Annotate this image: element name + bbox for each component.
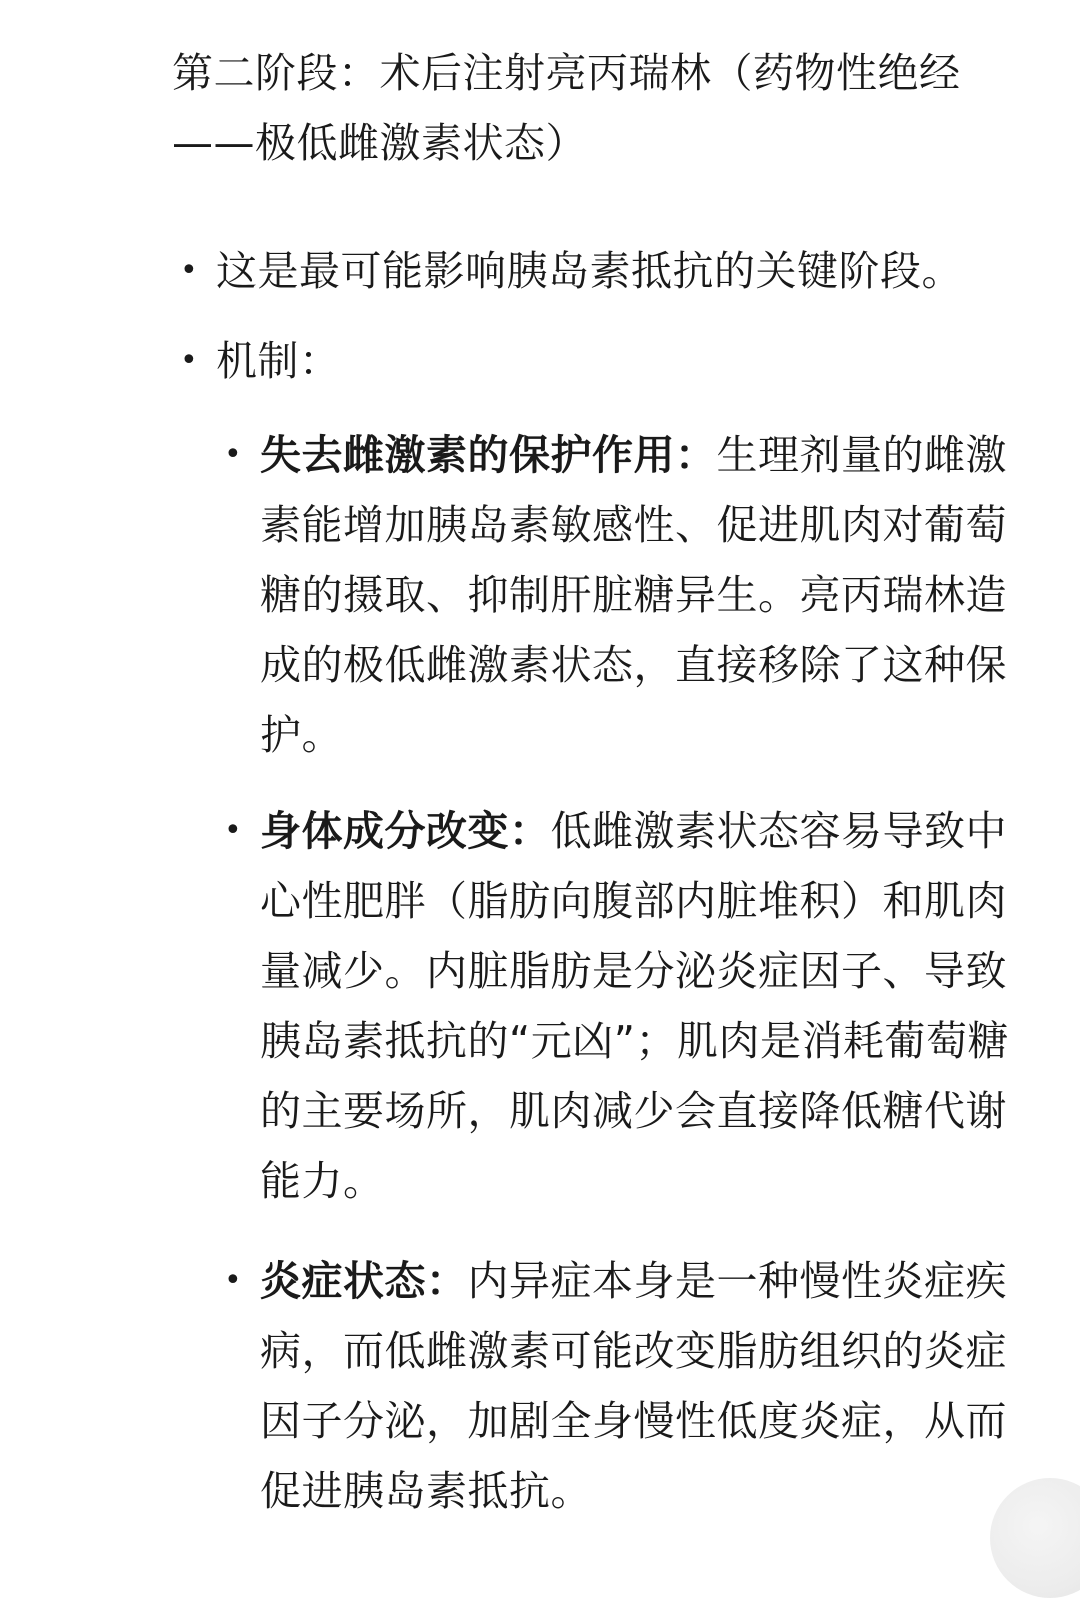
sub-list-item-title: 失去雌激素的保护作用：: [260, 431, 717, 479]
list-item: [180, 326, 1050, 396]
bullet-dot: •: [224, 813, 242, 848]
section-heading: 第二阶段：术后注射亮丙瑞林（药物性绝经——极低雌激素状态）: [172, 49, 961, 167]
sub-list-item-body: 生理剂量的雌激素能增加胰岛素敏感性、促进肌肉对葡萄糖的摄取、抑制肝脏糖异生。亮丙瑞林造成的极低雌激素状态，直接移除了这种保护。: [260, 431, 1007, 759]
sub-list-item-text: [260, 420, 1014, 770]
sub-list-item-text: [260, 1246, 1014, 1526]
sub-list-item: [224, 1246, 1014, 1526]
sub-list-item-body: 低雌激素状态容易导致中心性肥胖（脂肪向腹部内脏堆积）和肌肉量减少。内脏脂肪是分泌炎症因子、导致胰岛素抵抗的“元凶”；肌肉是消耗葡萄糖的主要场所，肌肉减少会直接降低糖代谢能力。: [260, 807, 1009, 1205]
list-item-text: 机制：: [216, 337, 341, 385]
bullet-dot: •: [224, 437, 242, 472]
list-item-text: 这是最可能影响胰岛素抵抗的关键阶段。: [216, 247, 963, 295]
sub-list-item-title: 身体成分改变：: [260, 807, 551, 855]
sub-list-item-text: [260, 796, 1014, 1216]
sub-list-item: [224, 420, 1014, 770]
bullet-dot: •: [180, 343, 198, 378]
bullet-dot: •: [180, 253, 198, 288]
sub-list-item-body: 内异症本身是一种慢性炎症疾病，而低雌激素可能改变脂肪组织的炎症因子分泌，加剧全身慢性低度炎症，从而促进胰岛素抵抗。: [260, 1257, 1007, 1515]
sub-list-item: [224, 796, 1014, 1216]
list-item: [180, 236, 1050, 306]
bullet-dot: •: [224, 1263, 242, 1298]
sub-list-item-title: 炎症状态：: [260, 1257, 468, 1305]
